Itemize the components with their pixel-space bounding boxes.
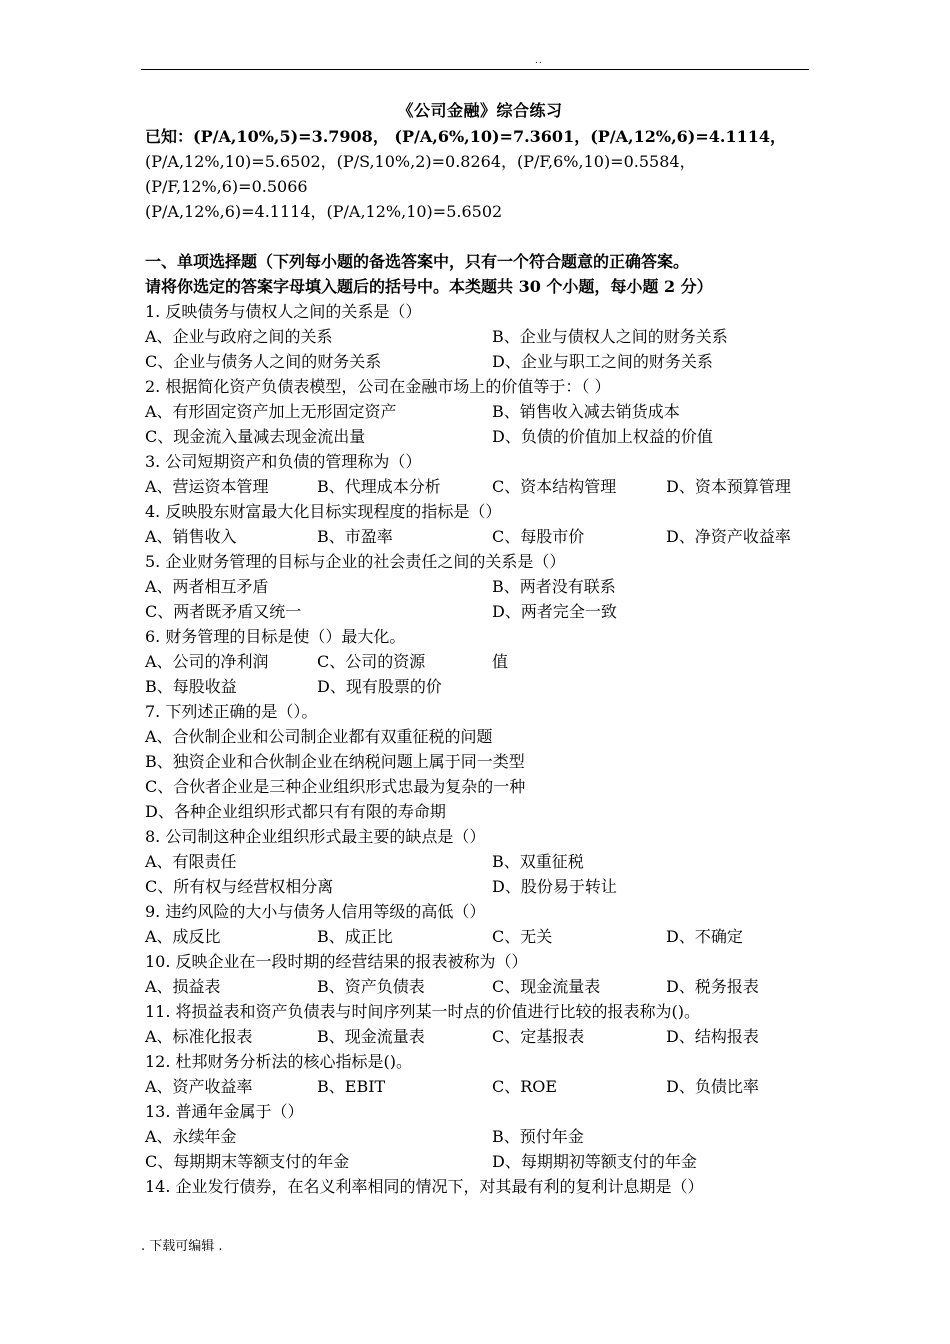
option: C、企业与债务人之间的财务关系 [145,352,382,371]
option: D、股份易于转让 [492,877,617,896]
option-row [145,674,815,699]
footer-note: . 下载可编辑 . [141,1239,223,1254]
option: C、无关 [492,927,553,946]
question-1: 1. 反映债务与债权人之间的关系是（） [145,302,422,321]
option: B、销售收入减去销货成本 [492,402,680,421]
option: D、净资产收益率 [666,527,791,546]
option-row [145,324,815,349]
question-7: 7. 下列述正确的是（）。 [145,702,318,721]
question-3: 3. 公司短期资产和负债的管理称为（） [145,452,422,471]
option: D、每期期初等额支付的年金 [492,1152,697,1171]
header-dots: .. [535,56,543,66]
option-row [145,574,815,599]
option-row [145,874,815,899]
option-row [145,1024,815,1049]
option: D、结构报表 [666,1027,759,1046]
option: A、永续年金 [145,1127,237,1146]
option: C、合伙者企业是三种企业组织形式忠最为复杂的一种 [145,777,526,796]
question-10: 10. 反映企业在一段时期的经营结果的报表被称为（） [145,952,528,971]
option: C、现金流入量减去现金流出量 [145,427,366,446]
option: D、企业与职工之间的财务关系 [492,352,713,371]
option: A、合伙制企业和公司制企业都有双重征税的问题 [145,727,493,746]
question-13: 13. 普通年金属于（） [145,1102,304,1121]
option: B、企业与债权人之间的财务关系 [492,327,728,346]
option: B、两者没有联系 [492,577,616,596]
option-row [145,474,815,499]
option: B、独资企业和合伙制企业在纳税问题上属于同一类型 [145,752,525,771]
option: B、代理成本分析 [317,477,441,496]
question-8: 8. 公司制这种企业组织形式最主要的缺点是（） [145,827,486,846]
option: C、两者既矛盾又统一 [145,602,302,621]
option: C、ROE [492,1077,558,1096]
question-11: 11. 将损益表和资产负债表与时间序列某一时点的价值进行比较的报表称为()。 [145,1002,701,1021]
option-row [145,649,815,674]
header-rule [141,69,809,70]
question-14: 14. 企业发行债券，在名义利率相同的情况下，对其最有利的复利计息期是（） [145,1177,704,1196]
question-12: 12. 杜邦财务分析法的核心指标是()。 [145,1052,413,1071]
option-row [145,524,815,549]
option: B、市盈率 [317,527,393,546]
option: D、两者完全一致 [492,602,617,621]
option: A、销售收入 [145,527,237,546]
section-heading: 请将你选定的答案字母填入题后的括号中。本类题共 30 个小题，每小题 2 分） [145,277,713,296]
option: A、企业与政府之间的关系 [145,327,333,346]
option-row [145,1124,815,1149]
question-5: 5. 企业财务管理的目标与企业的社会责任之间的关系是（） [145,552,566,571]
option: B、预付年金 [492,1127,584,1146]
known-values-line: (P/F,12%,6)=0.5066 [145,177,308,196]
option: D、各种企业组织形式都只有有限的寿命期 [145,802,446,821]
option: C、定基报表 [492,1027,585,1046]
document-body [145,98,815,1199]
option: A、损益表 [145,977,221,996]
known-values-line: 已知：(P/A,10%,5)=3.7908， (P/A,6%,10)=7.3601，(P/A,12%,6)=4.1114， [145,127,787,146]
spacer [145,224,815,249]
option-row [145,424,815,449]
option: B、成正比 [317,927,393,946]
option-row [145,599,815,624]
option: D、负债比率 [666,1077,759,1096]
question-6: 6. 财务管理的目标是使（）最大化。 [145,627,406,646]
option: C、所有权与经营权相分离 [145,877,334,896]
document-title: 《公司金融》综合练习 [397,101,563,120]
option: B、双重征税 [492,852,584,871]
option: C、每期期末等额支付的年金 [145,1152,350,1171]
option: A、资产收益率 [145,1077,253,1096]
option-row [145,1149,815,1174]
question-2: 2. 根据简化资产负债表模型，公司在金融市场上的价值等于：（ ） [145,377,611,396]
option: A、成反比 [145,927,221,946]
option: B、现金流量表 [317,1027,425,1046]
option: B、资产负债表 [317,977,425,996]
option-row [145,849,815,874]
option: D、负债的价值加上权益的价值 [492,427,713,446]
option-row [145,349,815,374]
option-row [145,974,815,999]
option-row [145,399,815,424]
option: C、公司的资源 [317,652,426,671]
option-row [145,1074,815,1099]
option: D、现有股票的价 [317,677,442,696]
option-row [145,924,815,949]
option: A、标准化报表 [145,1027,253,1046]
option: B、EBIT [317,1077,386,1096]
option: A、公司的净利润 [145,652,269,671]
section-heading: 一、单项选择题（下列每小题的备选答案中，只有一个符合题意的正确答案。 [145,252,690,271]
option: B、每股收益 [145,677,237,696]
known-values-line: (P/A,12%,6)=4.1114，(P/A,12%,10)=5.6502 [145,202,503,221]
option: C、每股市价 [492,527,585,546]
option: C、现金流量表 [492,977,601,996]
option: C、资本结构管理 [492,477,617,496]
option-fragment: 值 [492,652,509,671]
option: D、资本预算管理 [666,477,791,496]
option: A、营运资本管理 [145,477,269,496]
option: A、有形固定资产加上无形固定资产 [145,402,397,421]
question-4: 4. 反映股东财富最大化目标实现程度的指标是（） [145,502,502,521]
option: A、有限责任 [145,852,237,871]
option: D、不确定 [666,927,743,946]
option: A、两者相互矛盾 [145,577,269,596]
option: D、税务报表 [666,977,759,996]
known-values-line: (P/A,12%,10)=5.6502，(P/S,10%,2)=0.8264，(P/F,6%,10)=0.5584， [145,152,696,171]
question-9: 9. 违约风险的大小与债务人信用等级的高低（） [145,902,486,921]
